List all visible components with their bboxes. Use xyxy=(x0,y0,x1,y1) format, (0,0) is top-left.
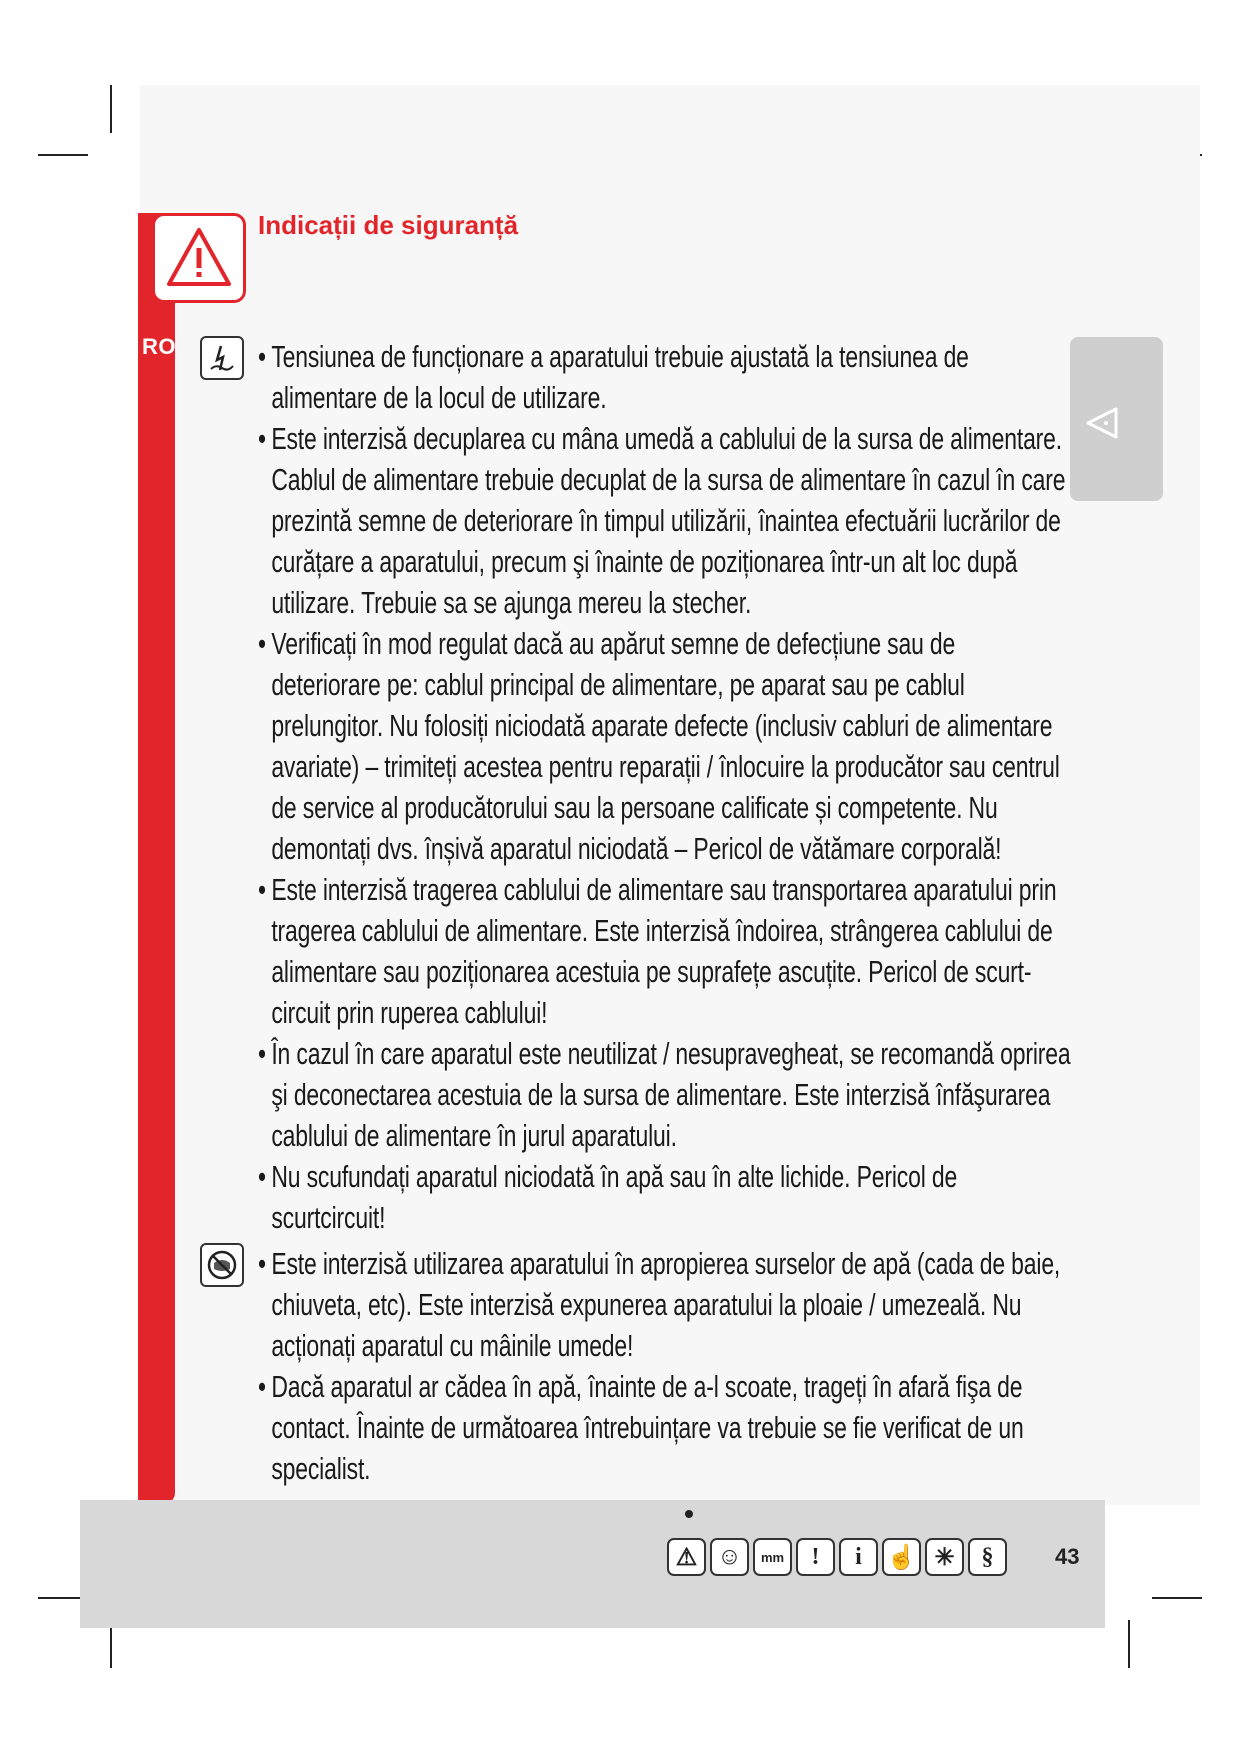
section-color-bar xyxy=(138,213,175,1503)
page-number: 43 xyxy=(1055,1544,1080,1569)
safety-group-electric xyxy=(200,336,1071,1238)
safety-group-water xyxy=(200,1243,1060,1489)
list-item: • Este interzisă tragerea cablului de alimentare sau transportarea aparatului prin tragerea cablului de alimentare. Este interzisă îndoirea, strângerea cablului de alimentare sau poziționarea acestuia pe suprafețe ascuțite. Pericol de scurt-circuit prin ruperea cablului! xyxy=(258,869,1071,1033)
footer-navigation xyxy=(667,1538,1007,1576)
crop-mark xyxy=(38,154,88,156)
language-label: RO xyxy=(142,334,176,359)
list-item: • În cazul în care aparatul este neutilizat / nesupravegheat, se recomandă oprirea şi deconectarea acestuia de la sursa de alimentare. Este interzisă înfăşurarea cablului de alimentare în jurul aparatului. xyxy=(258,1033,1071,1156)
person-icon[interactable]: ☺ xyxy=(710,1538,749,1576)
warning-badge xyxy=(152,213,246,303)
asterisk-icon[interactable]: ✳ xyxy=(925,1538,964,1576)
list-item: • Este interzisă decuplarea cu mâna umedă a cablului de la sursa de alimentare. Cablul de alimentare trebuie decuplat de la sursa de alimentare în cazul în care prezintă semne de deteriorare în timpul utilizării, înaintea efectuării lucrărilor de curățare a aparatului, precum şi înainte de poziționarea într-un alt loc după utilizare. Trebuie sa se ajunga mereu la stecher. xyxy=(258,418,1071,623)
no-water-icon xyxy=(200,1243,244,1287)
exclamation-icon[interactable]: ! xyxy=(796,1538,835,1576)
current-section-indicator xyxy=(685,1510,693,1518)
electric-plug-icon xyxy=(200,336,244,380)
info-icon[interactable]: i xyxy=(839,1538,878,1576)
side-tab[interactable] xyxy=(1070,337,1163,501)
left-triangle-icon xyxy=(1082,403,1122,443)
measure-icon[interactable]: mm xyxy=(753,1538,792,1576)
section-title: Indicații de siguranță xyxy=(258,210,519,240)
list-item: • Tensiunea de funcționare a aparatului trebuie ajustată la tensiunea de alimentare de la locul de utilizare. xyxy=(258,336,1071,418)
crop-mark xyxy=(1152,1597,1202,1599)
warning-icon[interactable]: ⚠ xyxy=(667,1538,706,1576)
crop-mark xyxy=(110,85,112,133)
bullet-list xyxy=(200,336,1071,1238)
list-item: • Nu scufundați aparatul niciodată în apă sau în alte lichide. Pericol de scurtcircuit! xyxy=(258,1156,1071,1238)
list-item: • Verificați în mod regulat dacă au apărut semne de defecțiune sau de deteriorare pe: cablul principal de alimentare, pe aparat sau pe cablul prelungitor. Nu folosiți niciodată aparate defecte (inclusiv cabluri de alimentare avariate) – trimiteți acestea pentru reparații / înlocuire la producător sau centrul de service al producătorului sau la persoane calificate și competente. Nu demontați dvs. înșivă aparatul niciodată – Pericol de vătămare corporală! xyxy=(258,623,1071,869)
hand-icon[interactable]: ☝ xyxy=(882,1538,921,1576)
list-item: • Dacă aparatul ar cădea în apă, înainte de a-l scoate, trageți în afară fişa de contact. Înainte de următoarea întrebuințare va trebuie se fie verificat de un specialist. xyxy=(258,1366,1071,1489)
warning-triangle-icon xyxy=(163,222,235,294)
bullet-list xyxy=(200,1243,1060,1489)
section-icon[interactable]: § xyxy=(968,1538,1007,1576)
list-item: • Este interzisă utilizarea aparatului în apropierea surselor de apă (cada de baie, chiuveta, etc). Este interzisă expunerea aparatului la ploaie / umezeală. Nu acționați aparatul cu mâinile umede! xyxy=(258,1243,1071,1366)
crop-mark xyxy=(1128,1620,1130,1668)
